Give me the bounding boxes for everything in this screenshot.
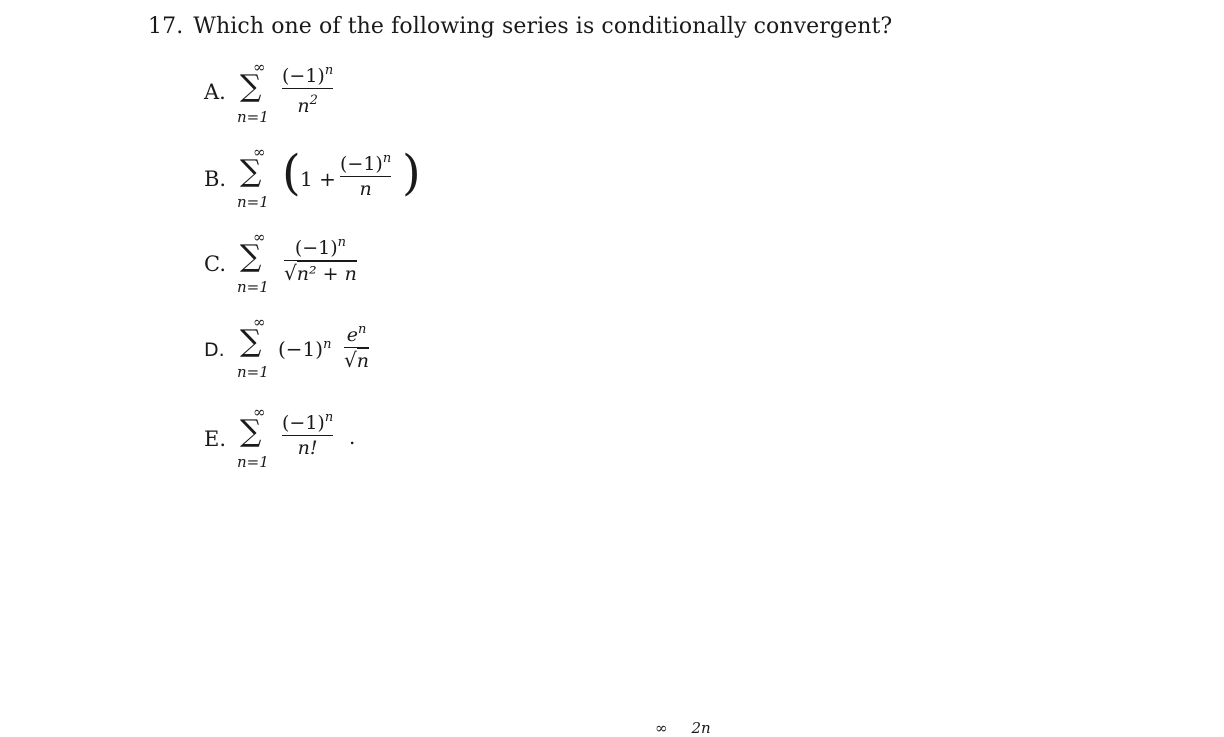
sum-upper: ∞ xyxy=(253,403,266,421)
fraction-bar xyxy=(340,176,391,177)
sum-upper: ∞ xyxy=(253,58,266,76)
question-number: 17. xyxy=(148,14,184,39)
prefix-term: 1 + xyxy=(300,167,336,191)
denominator: √n² + n xyxy=(284,261,357,285)
denominator: n xyxy=(359,178,372,200)
sigma-symbol: ∑ xyxy=(240,414,262,449)
right-paren: ) xyxy=(402,145,421,201)
trailing-period: . xyxy=(349,425,356,449)
summation xyxy=(237,60,283,130)
choice-b xyxy=(204,145,504,215)
choice-e xyxy=(204,405,504,475)
numerator: $(-1)^n$ xyxy=(282,410,334,434)
denominator: √n xyxy=(344,348,369,372)
fraction-bar xyxy=(282,435,333,436)
sum-lower: n=1 xyxy=(237,278,269,296)
sum-lower: n=1 xyxy=(237,453,269,471)
choice-c xyxy=(204,230,504,300)
sqrt-icon: √ xyxy=(344,348,357,372)
summation xyxy=(237,230,283,300)
choice-label: D. xyxy=(204,339,225,361)
choice-label: A. xyxy=(204,80,226,104)
cutoff-next-formula xyxy=(655,719,711,737)
fraction xyxy=(282,60,333,117)
summation xyxy=(237,145,283,215)
summation xyxy=(237,315,283,385)
question-prompt: Which one of the following series is conditionally convergent? xyxy=(193,14,893,39)
sigma-symbol: ∑ xyxy=(240,324,262,359)
cutoff-term: 2n xyxy=(691,719,711,737)
sum-upper: ∞ xyxy=(253,228,266,246)
denominator: $n^2$ xyxy=(297,93,318,117)
sigma-symbol: ∑ xyxy=(240,154,262,189)
summation xyxy=(237,405,283,475)
sigma-symbol: ∑ xyxy=(240,239,262,274)
fraction xyxy=(284,232,357,285)
numerator: $(-1)^n$ xyxy=(294,235,347,259)
fraction xyxy=(344,319,369,372)
sqrt-icon: √ xyxy=(284,261,297,285)
numerator: $(-1)^n$ xyxy=(340,151,392,175)
numerator: $(-1)^n$ xyxy=(282,63,334,87)
choice-a xyxy=(204,60,504,130)
sum-upper: ∞ xyxy=(253,313,266,331)
question-text xyxy=(148,14,892,39)
choice-label: C. xyxy=(204,252,226,276)
choice-d xyxy=(204,315,504,385)
denominator: n! xyxy=(297,437,318,459)
left-paren: ( xyxy=(282,145,301,201)
fraction-bar xyxy=(282,88,333,89)
sigma-symbol: ∑ xyxy=(240,69,262,104)
choice-label: B. xyxy=(204,167,227,191)
choice-label: E. xyxy=(204,427,227,451)
fraction xyxy=(340,148,391,200)
sum-lower: n=1 xyxy=(237,108,269,126)
fraction xyxy=(282,407,333,459)
numerator: $e^n$ xyxy=(346,322,367,346)
sum-upper: ∞ xyxy=(253,143,266,161)
sum-lower: n=1 xyxy=(237,193,269,211)
alternating-factor: $(-1)^n$ xyxy=(278,337,332,361)
sum-lower: n=1 xyxy=(237,363,269,381)
cutoff-infinity: ∞ xyxy=(655,719,668,737)
